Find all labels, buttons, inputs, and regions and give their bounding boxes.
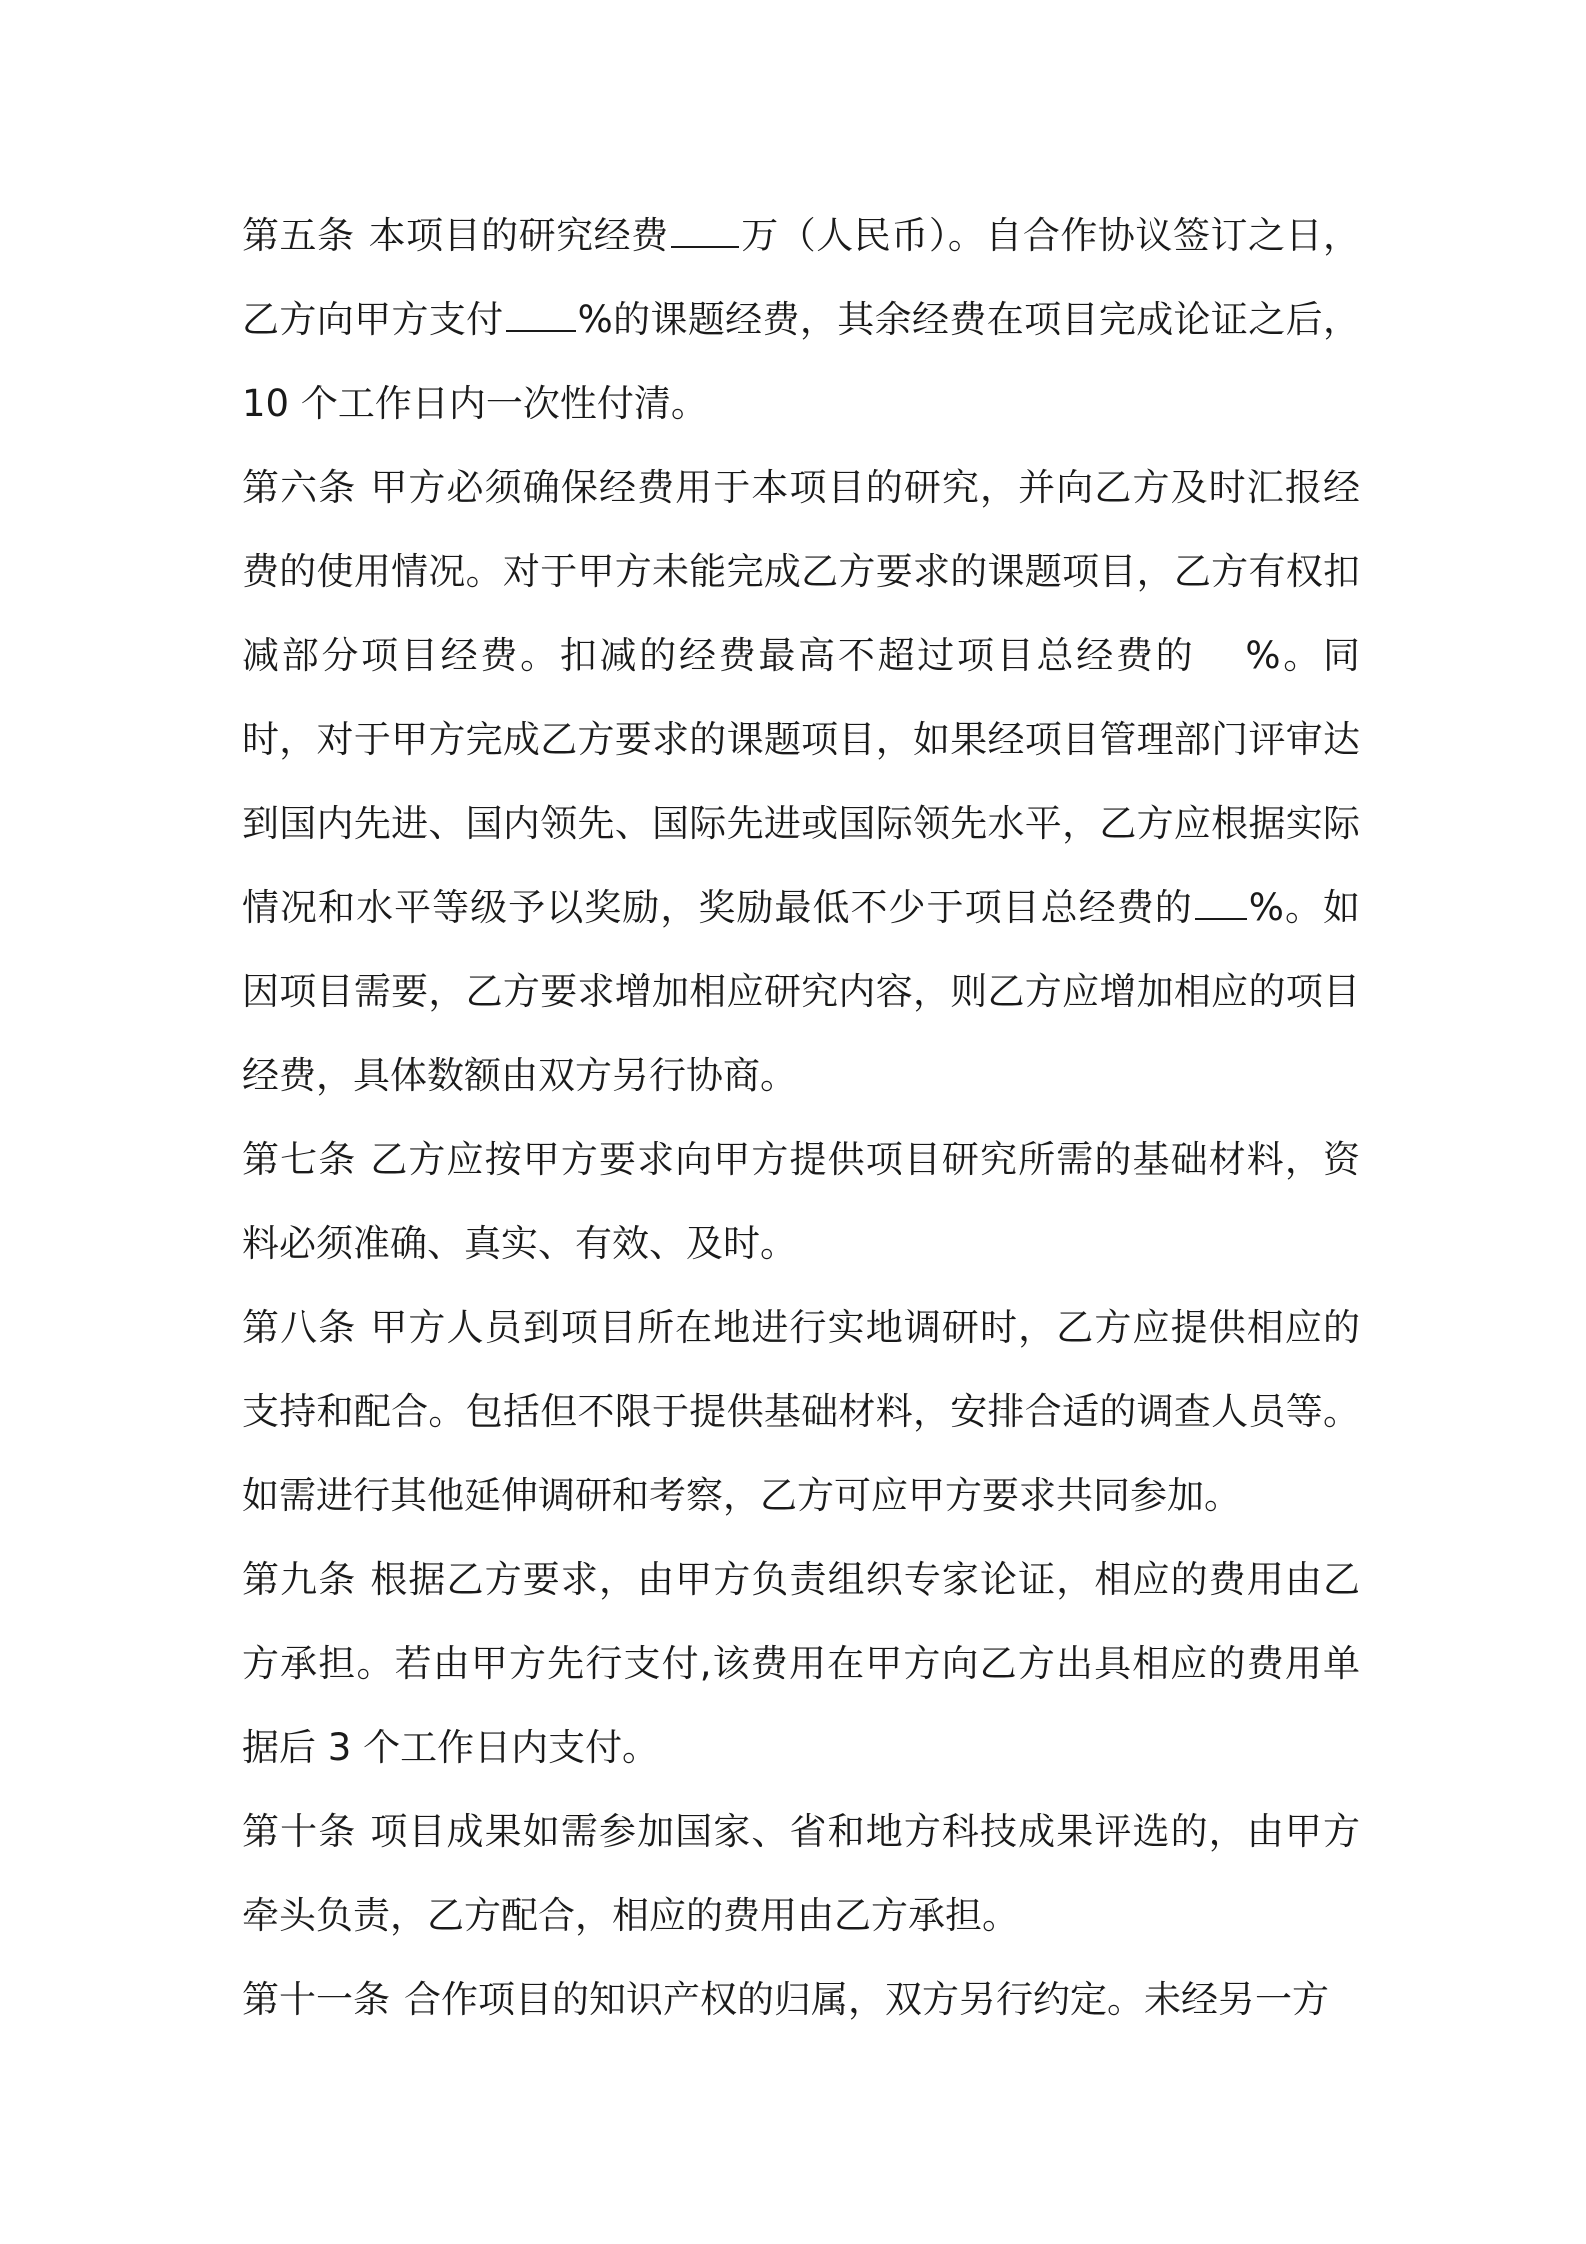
article-5-text-3: %的课题经费，其余经费在项目完成论证之后，10 个工作日内一次性付清。 — [242, 298, 1361, 425]
article-5-label: 第五条 — [242, 214, 355, 257]
article-6-text-1: 甲方必须确保经费用于本项目的研究，并向乙方及时汇报经费的使用情况。对于甲方未能完成乙方要求的课题项目，乙方有权扣减部分项目经费。扣减的经费最高不超过项目总经费的 — [242, 466, 1361, 677]
article-11-label: 第十一条 — [242, 1978, 390, 2021]
article-9-text: 根据乙方要求，由甲方负责组织专家论证，相应的费用由乙方承担。若由甲方先行支付,该费用在甲方向乙方出具相应的费用单据后 3 个工作日内支付。 — [242, 1558, 1361, 1769]
article-5-text-2: 万（人民币）。自合作协议签订之日，乙方向甲方支付 — [242, 214, 1361, 341]
article-5 — [242, 194, 1360, 446]
article-8 — [242, 1286, 1360, 1538]
article-7-label: 第七条 — [242, 1138, 357, 1181]
fund-amount-blank — [671, 216, 739, 248]
article-8-text: 甲方人员到项目所在地进行实地调研时，乙方应提供相应的支持和配合。包括但不限于提供基础材料，安排合适的调查人员等。如需进行其他延伸调研和考察，乙方可应甲方要求共同参加。 — [242, 1306, 1361, 1517]
article-9-label: 第九条 — [242, 1558, 357, 1601]
article-7-text: 乙方应按甲方要求向甲方提供项目研究所需的基础材料，资料必须准确、真实、有效、及时。 — [242, 1138, 1361, 1265]
article-11-text: 合作项目的知识产权的归属，双方另行约定。未经另一方 — [404, 1978, 1329, 2021]
article-10 — [242, 1790, 1360, 1958]
article-6 — [242, 446, 1360, 1118]
article-11 — [242, 1958, 1360, 2042]
article-8-label: 第八条 — [242, 1306, 357, 1349]
article-6-text-2: %。同时，对于甲方完成乙方要求的课题项目，如果经项目管理部门评审达到国内先进、国内领先、国际先进或国际领先水平，乙方应根据实际情况和水平等级予以奖励，奖励最低不少于项目总经费的 — [242, 634, 1360, 929]
article-6-label: 第六条 — [242, 466, 357, 509]
article-10-text: 项目成果如需参加国家、省和地方科技成果评选的，由甲方牵头负责，乙方配合，相应的费用由乙方承担。 — [242, 1810, 1361, 1937]
article-9 — [242, 1538, 1360, 1790]
deduction-percent-blank — [1197, 638, 1243, 668]
article-7 — [242, 1118, 1360, 1286]
contract-body — [242, 194, 1360, 2042]
article-10-label: 第十条 — [242, 1810, 357, 1853]
payment-percent-blank — [506, 300, 576, 332]
article-5-text-1: 本项目的研究经费 — [368, 214, 669, 257]
reward-percent-blank — [1195, 888, 1247, 920]
article-6-text-3: %。如因项目需要，乙方要求增加相应研究内容，则乙方应增加相应的项目经费，具体数额由双方另行协商。 — [242, 886, 1360, 1097]
